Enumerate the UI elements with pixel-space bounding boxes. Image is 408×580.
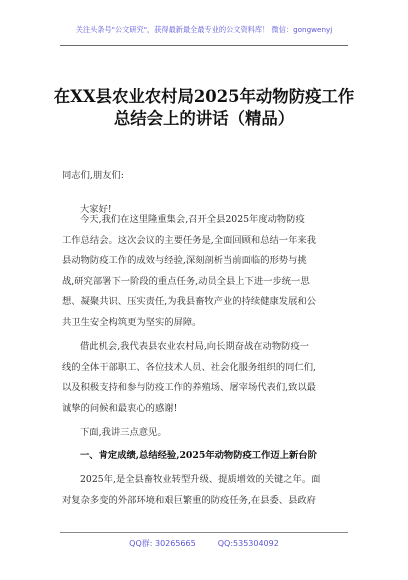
header-banner: 关注头条号"公文研究"，获得最新最全最专业的公文资料库！ 微信：gongwenyj [75, 25, 333, 34]
paragraph-line: 对复杂多变的外部环境和艰巨繁重的防疫任务,在县委、县政府 [62, 494, 316, 506]
footer-qq: QQ:535304092 [217, 539, 279, 548]
header-divider [60, 45, 348, 46]
section-heading: 一、肯定成绩,总结经验,2025年动物防疫工作迈上新台阶 [80, 450, 317, 461]
paragraph-opening [62, 210, 352, 333]
paragraph-line: 2025年,是全县畜牧业转型升级、提质增效的关键之年。面 [80, 474, 321, 485]
paragraph-line: 今天,我们在这里隆重集会,召开全县2025年度动物防疫 [80, 214, 305, 225]
footer-qq-group: QQ群: 30265665 [129, 539, 196, 548]
paragraph-section-1 [62, 470, 352, 511]
paragraph-line: 下面,我讲三点意见。 [80, 427, 167, 438]
title-line-2: 总结会上的讲话（精品） [113, 109, 295, 128]
paragraph-line: 战,研究部署下一阶段的重点任务,动员全县上下进一步统一思 [62, 275, 310, 287]
paragraph-line: 借此机会,我代表县农业农村局,向长期奋战在动物防疫一 [80, 341, 310, 352]
document-title [40, 86, 368, 130]
paragraph-line: 以及积极支持和参与防疫工作的养殖场、屠宰场代表们,致以最 [62, 382, 316, 393]
paragraph-thanks [62, 337, 352, 419]
section-heading-1 [62, 446, 352, 467]
paragraph-intro [62, 423, 352, 444]
paragraph-line: 工作总结会。这次会议的主要任务是,全面回顾和总结一年来我 [62, 234, 316, 246]
salutation: 同志们,朋友们: [62, 170, 124, 181]
title-line-1: 在XX县农业农村局2025年动物防疫工作 [53, 87, 355, 106]
paragraph-line: 诚挚的问候和最衷心的感谢! [62, 402, 178, 414]
paragraph-line: 县动物防疫工作的成效与经验,深刻剖析当前面临的形势与挑 [62, 255, 307, 266]
paragraph-line: 想、凝聚共识、压实责任,为我县畜牧产业的持续健康发展和公 [62, 296, 316, 307]
paragraph-line: 线的全体干部职工、各位技术人员、社会化服务组织的同仁们, [62, 361, 316, 373]
greeting: 大家好! [80, 203, 112, 215]
footer-contact [0, 538, 408, 549]
paragraph-line: 共卫生安全构筑更为坚实的屏障。 [62, 316, 202, 328]
footer-divider [60, 532, 348, 533]
